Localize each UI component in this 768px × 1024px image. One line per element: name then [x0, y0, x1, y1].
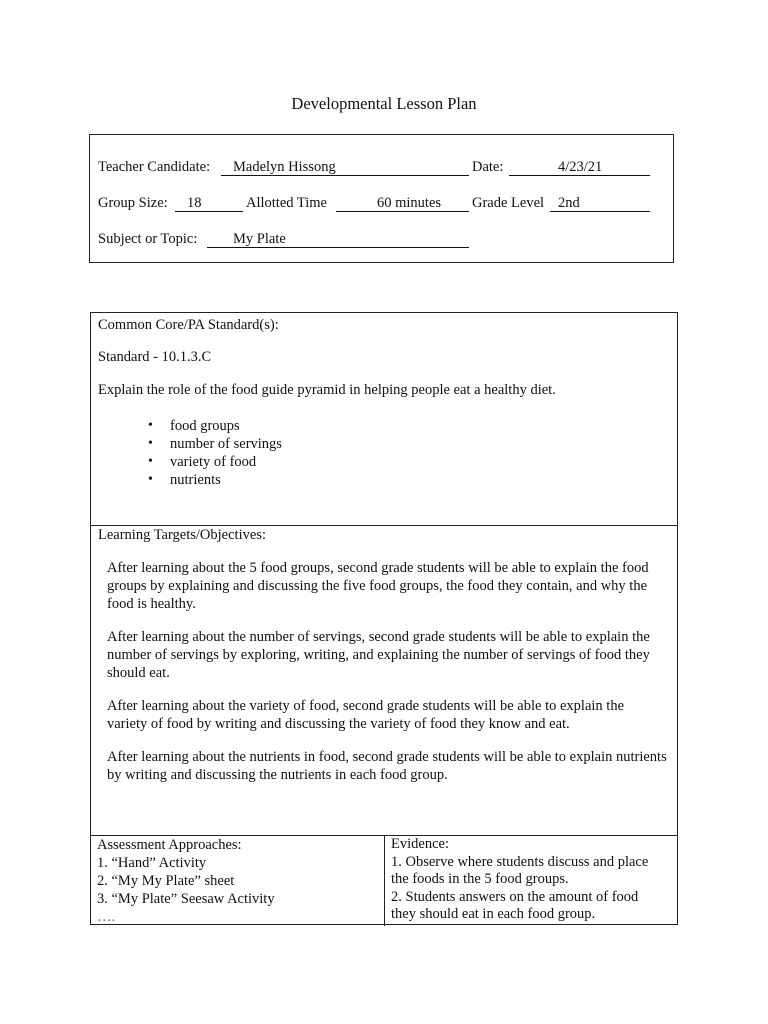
- targets-heading: Learning Targets/Objectives:: [98, 527, 266, 543]
- bullet-text: variety of food: [170, 454, 257, 470]
- standard-description: Explain the role of the food guide pyramid in helping people eat a healthy diet.: [98, 382, 556, 398]
- grade-level-value: 2nd: [558, 195, 580, 211]
- objective-paragraph: After learning about the 5 food groups, second grade students will be able to explain the food groups by explaining and discussing the five food groups, the food they contain, and why the food is healthy.: [107, 560, 649, 612]
- list-item: [148, 435, 282, 453]
- evidence-heading: Evidence:: [391, 836, 449, 852]
- group-size-label: Group Size:: [98, 195, 168, 211]
- group-size-value: 18: [187, 195, 202, 211]
- evidence-line: 1. Observe where students discuss and place: [391, 853, 649, 870]
- list-item: [148, 471, 282, 489]
- bullet-text: food groups: [170, 418, 240, 434]
- grade-level-field: [550, 195, 650, 212]
- objective-paragraph: After learning about the number of servings, second grade students will be able to explain the number of servings by exploring, writing, and explaining the number of servings of food they should eat.: [107, 629, 650, 681]
- evidence-line: 2. Students answers on the amount of food: [391, 888, 639, 905]
- allotted-time-label: Allotted Time: [246, 195, 327, 211]
- teacher-field: [221, 159, 469, 176]
- standard-bullet-list: [148, 417, 282, 489]
- group-size-field: [175, 195, 243, 212]
- grade-level-label: Grade Level: [472, 195, 545, 211]
- standards-heading: Common Core/PA Standard(s):: [98, 317, 279, 333]
- teacher-value: Madelyn Hissong: [233, 159, 336, 175]
- date-field: [509, 159, 650, 176]
- subject-label: Subject or Topic:: [98, 231, 198, 247]
- subject-field: [207, 231, 469, 248]
- targets-section: [91, 526, 677, 836]
- bullet-icon: •: [148, 472, 153, 487]
- bullet-text: nutrients: [170, 472, 221, 488]
- lesson-table: [90, 312, 678, 925]
- list-item: [148, 453, 282, 471]
- bullet-icon: •: [148, 454, 153, 469]
- subject-value: My Plate: [233, 231, 286, 247]
- assessment-section: [91, 836, 677, 926]
- assessment-item: 3. “My Plate” Seesaw Activity: [97, 891, 275, 907]
- lesson-info-box: [89, 134, 674, 263]
- evidence-column: [391, 836, 675, 924]
- objective-paragraph: After learning about the variety of food, second grade students will be able to explain the variety of food by writing and discussing the variety of food they know and eat.: [107, 698, 625, 732]
- date-label: Date:: [472, 159, 504, 175]
- page-title: Developmental Lesson Plan: [291, 94, 477, 113]
- date-value: 4/23/21: [558, 159, 603, 175]
- standards-section: [91, 313, 677, 526]
- evidence-line: the foods in the 5 food groups.: [391, 871, 569, 887]
- bullet-text: number of servings: [170, 436, 282, 452]
- objective-paragraph: After learning about the nutrients in food, second grade students will be able to explain nutrients by writing and discussing the nutrients in each food group.: [107, 749, 667, 783]
- assessment-heading: Assessment Approaches:: [97, 837, 242, 853]
- assessment-column: [97, 836, 377, 926]
- standard-code: Standard - 10.1.3.C: [98, 349, 212, 365]
- assessment-item: ….: [97, 909, 116, 925]
- assessment-item: 2. “My My Plate” sheet: [97, 873, 235, 889]
- bullet-icon: •: [148, 418, 153, 433]
- teacher-label: Teacher Candidate:: [98, 159, 211, 175]
- allotted-time-field: [336, 195, 469, 212]
- allotted-time-value: 60 minutes: [377, 195, 442, 211]
- bullet-icon: •: [148, 436, 153, 451]
- column-divider: [384, 836, 385, 926]
- list-item: [148, 417, 282, 435]
- evidence-line: they should eat in each food group.: [391, 906, 596, 922]
- assessment-item: 1. “Hand” Activity: [97, 855, 207, 871]
